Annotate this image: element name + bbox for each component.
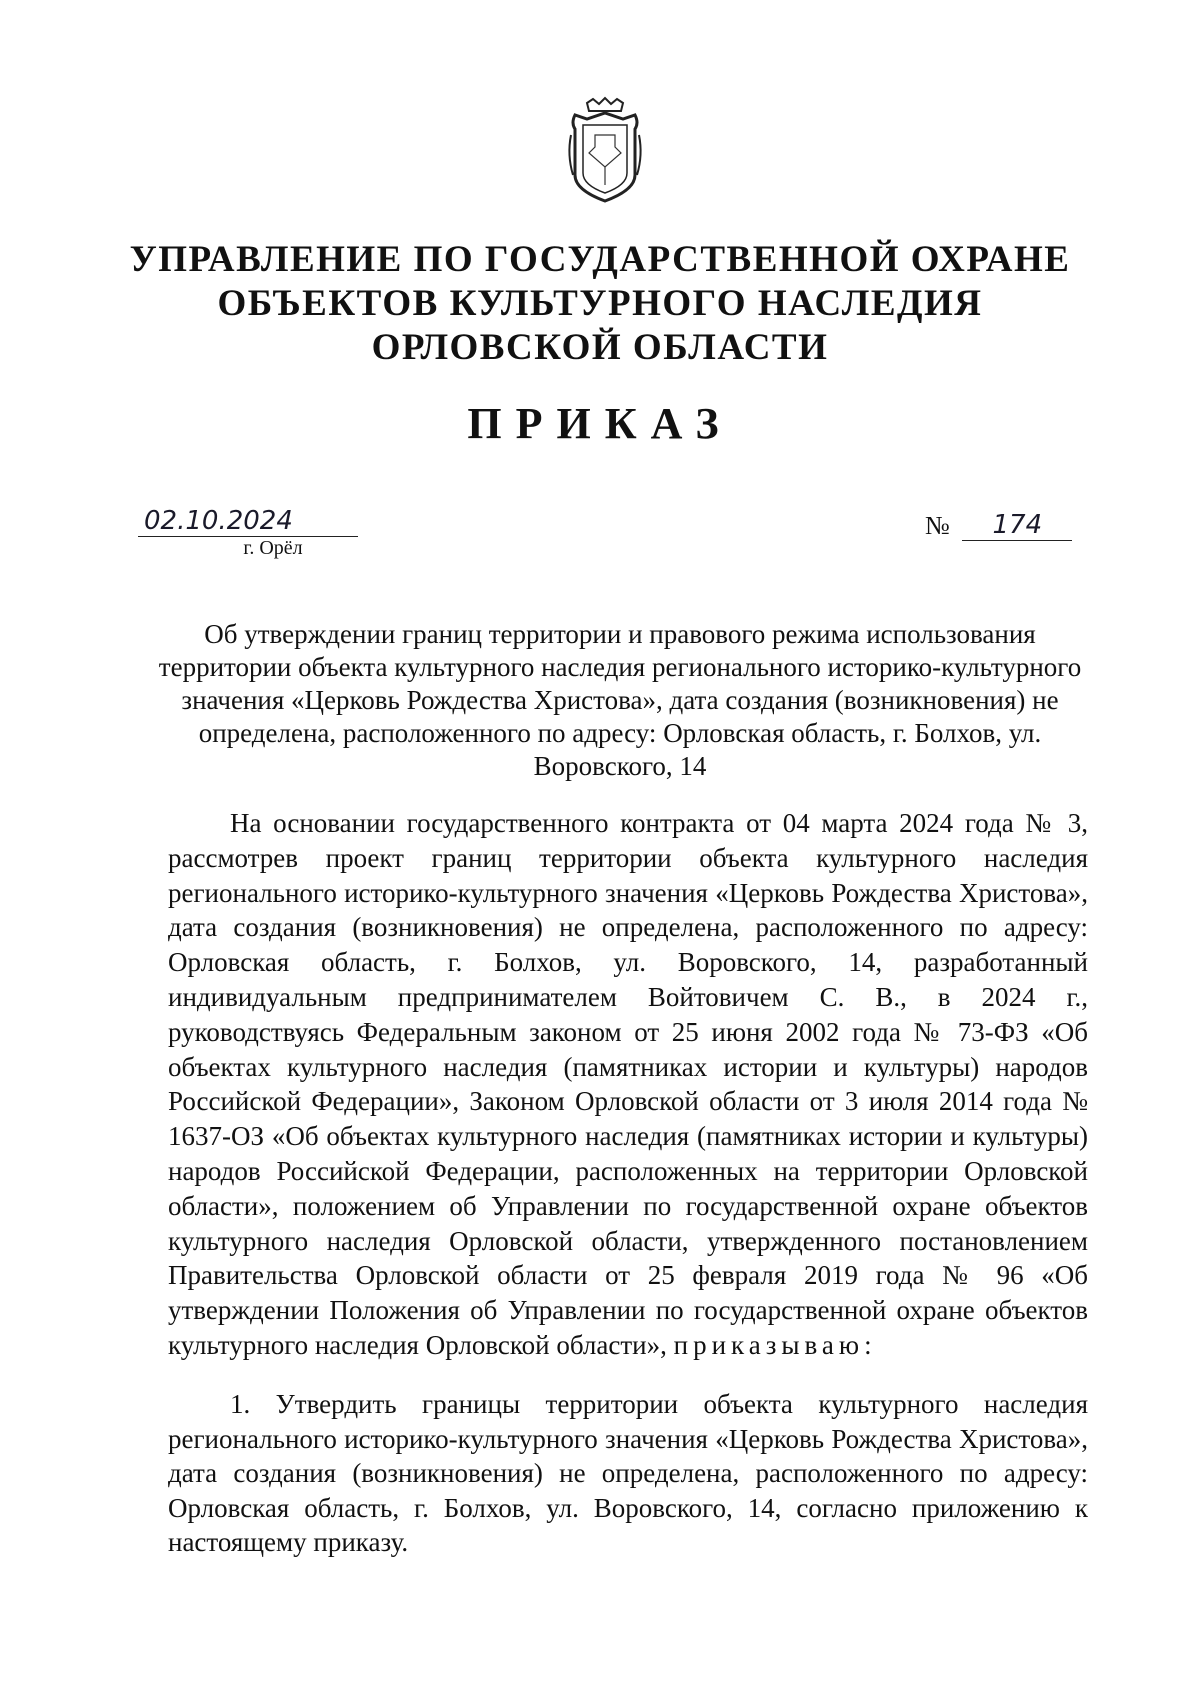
- org-title-line-2: ОБЪЕКТОВ КУЛЬТУРНОГО НАСЛЕДИЯ: [217, 283, 983, 324]
- coat-of-arms-emblem: [565, 95, 645, 205]
- handwritten-date: 02.10.2024: [138, 506, 358, 537]
- city-label: г. Орёл: [243, 537, 303, 559]
- handwritten-order-number: 174: [962, 510, 1072, 541]
- organization-title: [0, 238, 1200, 370]
- order-subject: Об утверждении границ территории и правового режима использования территории объекта культурного наследия регионального историко-культурного значения «Церковь Рождества Христова», дата создания (возникновения) не определена, расположенного по адресу: Орловская область, г. Болхов, ул. Воровского, 14: [158, 619, 1082, 781]
- preamble-paragraph: [168, 806, 1088, 1363]
- order-item-1: 1. Утвердить границы территории объекта культурного наследия регионального историко-культурного значения «Церковь Рождества Христова», дата создания (возникновения) не определена, расположенного по адресу: Орловская область, г. Болхов, ул. Воровского, 14, согласно приложению к настоящему приказу.: [168, 1389, 1088, 1557]
- org-title-line-3: ОРЛОВСКОЙ ОБЛАСТИ: [371, 327, 829, 368]
- order-word: приказываю:: [673, 1329, 877, 1360]
- date-block: [138, 506, 358, 559]
- number-sign: №: [925, 511, 950, 540]
- order-number-block: [925, 510, 1080, 541]
- preamble-text: На основании государственного контракта от 04 марта 2024 года № 3, рассмотрев проект границ территории объекта культурного наследия регионального историко-культурного значения «Церковь Рождества Христова», дата создания (возникновения) не определена, расположенного по адресу: Орловская область, г. Болхов, ул. Воровского, 14, разработанный индивидуальным предпринимателем Войтовичем С. В., в 2024 г., руководствуясь Федеральным законом от 25 июня 2002 года № 73-ФЗ «Об объектах культурного наследия (памятниках истории и культуры) народов Российской Федерации», Законом Орловской области от 3 июля 2014 года № 1637-ОЗ «Об объектах культурного наследия (памятниках истории и культуры) народов Российской Федерации, расположенных на территории Орловской области», положением об Управлении по государственной охране объектов культурного наследия Орловской области, утвержденного постановлением Правительства Орловской области от 25 февраля 2019 года № 96 «Об утверждении Положения об Управлении по государственной охране объектов культурного наследия Орловской области»,: [168, 808, 1088, 1360]
- document-type-title: ПРИКАЗ: [467, 399, 733, 448]
- org-title-line-1: УПРАВЛЕНИЕ ПО ГОСУДАРСТВЕННОЙ ОХРАНЕ: [129, 239, 1071, 280]
